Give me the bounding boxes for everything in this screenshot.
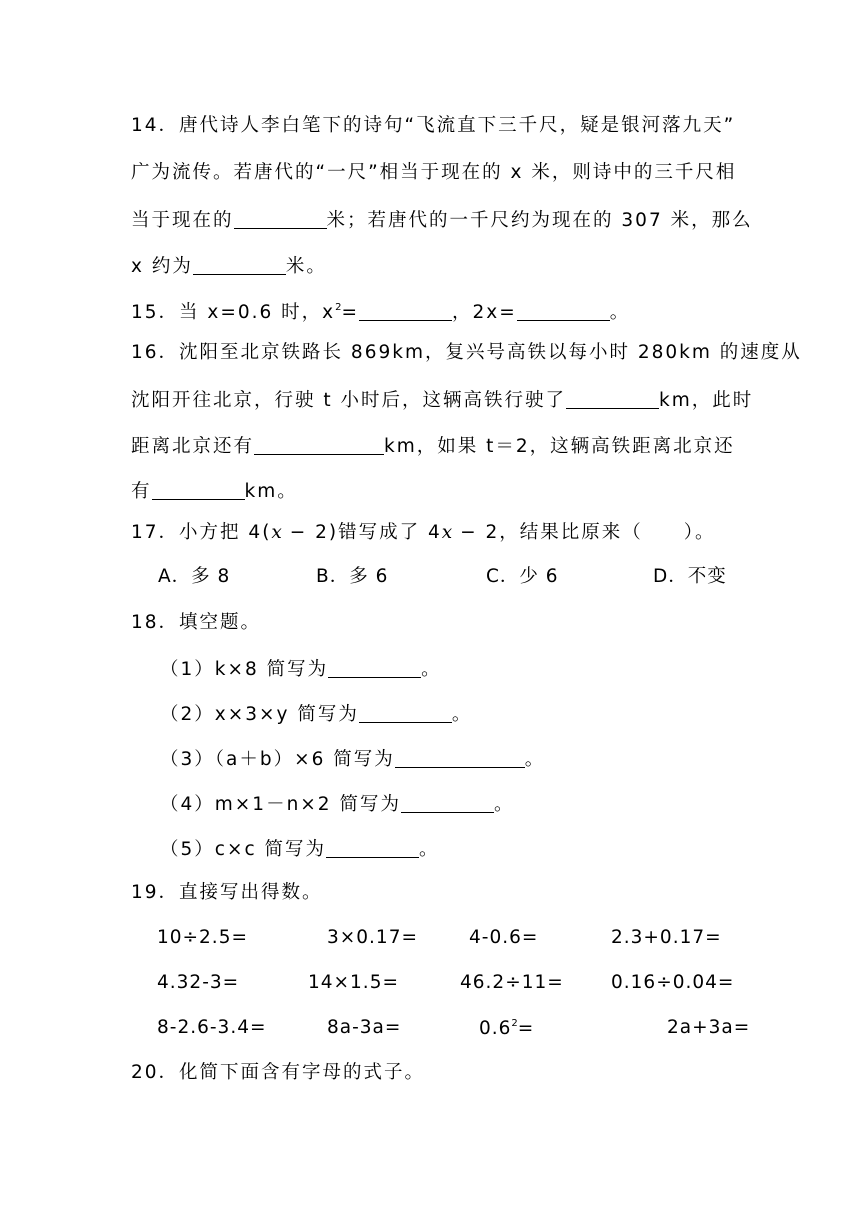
answer-blank[interactable] <box>395 749 525 768</box>
math-variable: x <box>271 522 282 543</box>
q18-text: 。 <box>493 794 515 815</box>
q18-item-3 <box>160 749 545 770</box>
q16-text: 有 <box>131 481 152 502</box>
q14-line-1: 14．唐代诗人李白笔下的诗句“飞流直下三千尺，疑是银河落九天” <box>131 115 736 136</box>
calc-item: 3×0.17= <box>327 927 418 948</box>
q14-text: 米。 <box>285 256 327 277</box>
answer-blank[interactable] <box>566 390 659 409</box>
option-d[interactable]: D．不变 <box>653 566 727 587</box>
q18-text: （5）c×c 简写为 <box>160 839 326 860</box>
answer-blank[interactable] <box>359 302 452 321</box>
q18-item-4 <box>160 794 514 815</box>
calc-item: 8-2.6-3.4= <box>157 1017 267 1038</box>
q15-text: 。 <box>609 302 631 323</box>
q16-text: km，如果 t＝2，这辆高铁距离北京还 <box>384 436 735 457</box>
q18-text: （4）m×1－n×2 简写为 <box>160 794 401 815</box>
option-c[interactable]: C．少 6 <box>486 566 559 587</box>
q18-text: 。 <box>524 749 546 770</box>
answer-blank[interactable] <box>193 256 286 275</box>
q18-title: 18．填空题。 <box>131 612 262 633</box>
q17-text: − 2)错写成了 4 <box>281 522 442 543</box>
calc-item: 46.2÷11= <box>460 972 564 993</box>
q16-line-1: 16．沈阳至北京铁路长 869km，复兴号高铁以每小时 280km 的速度从 <box>131 342 802 363</box>
calc-item: 2.3+0.17= <box>611 927 722 948</box>
q16-text: km。 <box>244 481 298 502</box>
q18-text: 。 <box>451 704 473 725</box>
q15-line <box>131 302 630 323</box>
q18-item-1 <box>160 659 442 680</box>
q20-title: 20．化简下面含有字母的式子。 <box>131 1062 426 1083</box>
calc-item: 0.16÷0.04= <box>611 972 735 993</box>
exponent: 2 <box>511 1018 518 1029</box>
answer-blank[interactable] <box>401 794 494 813</box>
q17-text: − 2，结果比原来（ ）。 <box>452 522 716 543</box>
q18-text: 。 <box>421 659 442 680</box>
q18-text: （1）k×8 简写为 <box>160 659 329 680</box>
q19-title: 19．直接写出得数。 <box>131 882 323 903</box>
answer-blank[interactable] <box>517 302 610 321</box>
q17-text: 17．小方把 4( <box>131 522 272 543</box>
q14-line-3 <box>131 210 753 231</box>
option-b[interactable]: B．多 6 <box>316 566 389 587</box>
q14-line-2: 广为流传。若唐代的“一尺”相当于现在的 x 米，则诗中的三千尺相 <box>131 162 737 183</box>
option-a[interactable]: A．多 8 <box>158 566 231 587</box>
q16-line-3 <box>131 436 735 457</box>
calc-item: 10÷2.5= <box>157 927 248 948</box>
q16-text: 沈阳开往北京，行驶 t 小时后，这辆高铁行驶了 <box>131 390 567 411</box>
q16-line-4 <box>131 481 298 502</box>
exponent: 2 <box>335 302 342 313</box>
calc-item: 14×1.5= <box>308 972 399 993</box>
answer-blank[interactable] <box>326 839 419 858</box>
answer-blank[interactable] <box>234 210 327 229</box>
math-variable: x <box>441 522 453 543</box>
q16-text: 距离北京还有 <box>131 436 255 457</box>
calc-item: 2a+3a= <box>667 1017 751 1038</box>
calc-item: 4-0.6= <box>469 927 539 948</box>
calc-item: 8a-3a= <box>327 1017 402 1038</box>
q16-line-2 <box>131 390 753 411</box>
q14-text: x 约为 <box>131 256 193 277</box>
q18-item-2 <box>160 704 472 725</box>
answer-blank[interactable] <box>328 659 421 678</box>
answer-blank[interactable] <box>152 481 245 500</box>
calc-item: 4.32-3= <box>157 972 240 993</box>
answer-blank[interactable] <box>359 704 452 723</box>
q18-text: （3）（a＋b）×6 简写为 <box>160 749 395 770</box>
q15-text: = <box>341 302 360 323</box>
q18-text: （2）x×3×y 简写为 <box>160 704 359 725</box>
q14-text: 米；若唐代的一千尺约为现在的 307 米，那么 <box>326 210 753 231</box>
calc-base: 0.6 <box>479 1018 512 1039</box>
q18-item-5 <box>160 839 440 860</box>
q14-text: 当于现在的 <box>131 210 234 231</box>
q15-text: ，2x= <box>452 302 517 323</box>
calc-item <box>479 1019 534 1039</box>
q18-text: 。 <box>419 839 440 860</box>
q17-line <box>131 524 716 543</box>
q15-text: 15．当 x=0.6 时，x <box>131 302 336 323</box>
calc-equals: = <box>517 1018 535 1039</box>
q16-text: km，此时 <box>659 390 754 411</box>
q14-line-4 <box>131 256 327 277</box>
answer-blank[interactable] <box>254 436 384 455</box>
